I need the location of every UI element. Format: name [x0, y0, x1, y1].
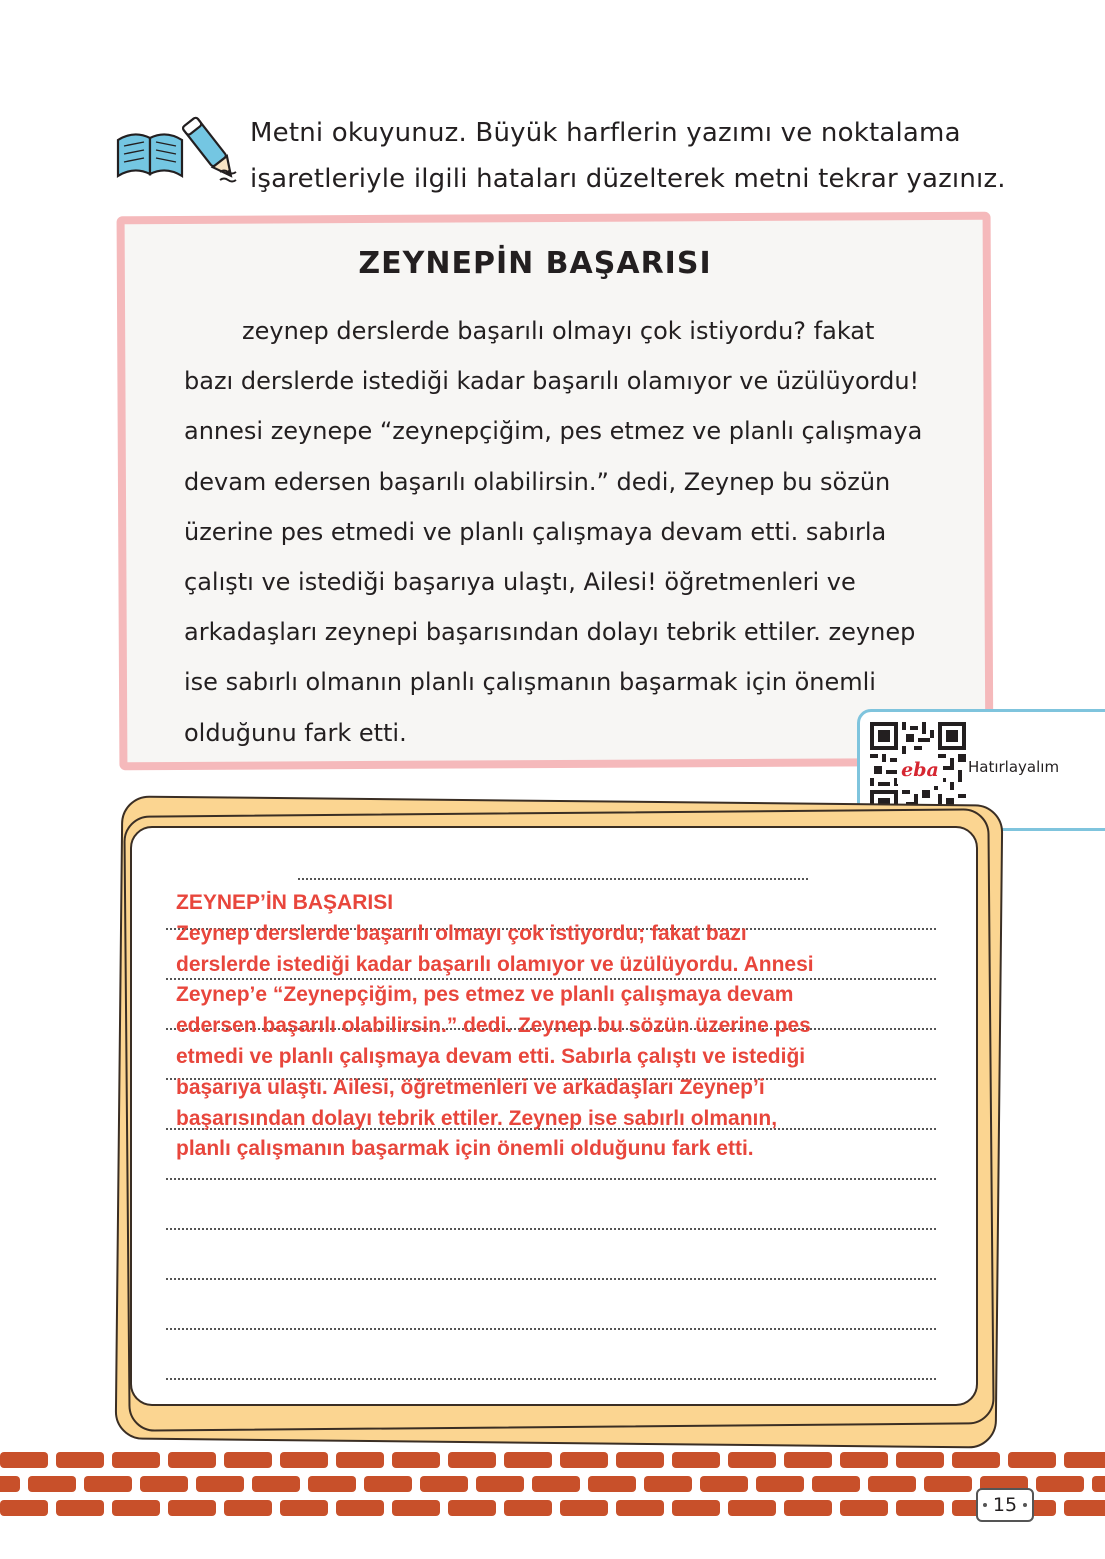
brick: [728, 1500, 776, 1516]
answer-title: ZEYNEP’İN BAŞARISI: [176, 891, 394, 914]
write-line: [166, 1178, 936, 1180]
story-line: annesi zeynepe “zeynepçiğim, pes etmez ve planlı çalışmaya: [184, 417, 923, 446]
brick: [56, 1452, 104, 1468]
brick: [448, 1500, 496, 1516]
brick: [0, 1500, 48, 1516]
brick: [84, 1476, 132, 1492]
answer-line: Zeynep’e “Zeynepçiğim, pes etmez ve planlı çalışmaya devam: [176, 983, 794, 1007]
brick: [308, 1476, 356, 1492]
brick: [728, 1452, 776, 1468]
brick-border: [0, 1452, 1105, 1522]
qr-label[interactable]: Hatırlayalım: [968, 758, 1060, 776]
brick: [364, 1476, 412, 1492]
brick: [1092, 1476, 1105, 1492]
brick: [1008, 1452, 1056, 1468]
brick: [56, 1500, 104, 1516]
write-line: [166, 1378, 936, 1380]
write-line: [166, 1228, 936, 1230]
brick: [812, 1476, 860, 1492]
eba-logo: eba: [897, 758, 943, 784]
brick: [504, 1452, 552, 1468]
story-text: [184, 306, 984, 758]
brick: [840, 1452, 888, 1468]
story-title: ZEYNEPİN BAŞARISI: [358, 246, 712, 281]
brick: [924, 1476, 972, 1492]
brick: [420, 1476, 468, 1492]
page-number: 15: [976, 1488, 1034, 1522]
brick: [840, 1500, 888, 1516]
brick: [224, 1500, 272, 1516]
brick: [392, 1500, 440, 1516]
brick: [280, 1500, 328, 1516]
brick: [616, 1452, 664, 1468]
brick: [28, 1476, 76, 1492]
answer-line: planlı çalışmanın başarmak için önemli olduğunu fark etti.: [176, 1137, 754, 1161]
brick: [1064, 1452, 1105, 1468]
brick: [756, 1476, 804, 1492]
brick: [504, 1500, 552, 1516]
brick: [0, 1452, 48, 1468]
story-line: ise sabırlı olmanın planlı çalışmanın başarmak için önemli: [184, 668, 876, 697]
brick: [280, 1452, 328, 1468]
brick: [0, 1476, 20, 1492]
answer-line: başarısından dolayı tebrik ettiler. Zeynep ise sabırlı olmanın,: [176, 1106, 778, 1130]
brick: [168, 1500, 216, 1516]
brick: [616, 1500, 664, 1516]
brick: [336, 1452, 384, 1468]
write-line: [166, 1328, 936, 1330]
brick: [476, 1476, 524, 1492]
title-write-line: [298, 878, 808, 880]
brick: [1064, 1500, 1105, 1516]
brick: [532, 1476, 580, 1492]
story-line: üzerine pes etmedi ve planlı çalışmaya devam etti. sabırla: [184, 517, 887, 546]
instruction-line: Metni okuyunuz. Büyük harflerin yazımı ve noktalama: [250, 118, 961, 148]
brick: [1036, 1476, 1084, 1492]
story-line: zeynep derslerde başarılı olmayı çok istiyordu? fakat: [242, 317, 875, 345]
story-line: çalıştı ve istediği başarıya ulaştı, Ailesi! öğretmenleri ve: [184, 568, 856, 597]
brick: [140, 1476, 188, 1492]
story-line: devam edersen başarılı olabilirsin.” dedi, Zeynep bu sözün: [184, 467, 891, 496]
story-line: arkadaşları zeynepi başarısından dolayı tebrik ettiler. zeynep: [184, 618, 916, 647]
brick: [560, 1452, 608, 1468]
brick: [112, 1500, 160, 1516]
brick: [784, 1500, 832, 1516]
brick: [672, 1452, 720, 1468]
brick: [448, 1452, 496, 1468]
brick: [868, 1476, 916, 1492]
brick: [112, 1452, 160, 1468]
answer-line: edersen başarılı olabilirsin.” dedi. Zeynep bu sözün üzerine pes: [176, 1014, 811, 1038]
brick: [252, 1476, 300, 1492]
instruction-text: [250, 110, 1090, 202]
brick: [784, 1452, 832, 1468]
write-line: [166, 1278, 936, 1280]
answer-line: Zeynep derslerde başarılı olmayı çok istiyordu; fakat bazı: [176, 921, 747, 945]
brick: [588, 1476, 636, 1492]
brick: [700, 1476, 748, 1492]
book-and-pencil-icon: [112, 110, 242, 190]
brick: [196, 1476, 244, 1492]
brick: [560, 1500, 608, 1516]
answer-line: derslerde istediği kadar başarılı olamıyor ve üzülüyordu. Annesi: [176, 952, 814, 976]
instruction-line: işaretleriyle ilgili hataları düzelterek metni tekrar yazınız.: [250, 164, 1006, 194]
brick: [336, 1500, 384, 1516]
brick: [168, 1452, 216, 1468]
brick: [392, 1452, 440, 1468]
brick: [644, 1476, 692, 1492]
brick: [952, 1452, 1000, 1468]
brick: [224, 1452, 272, 1468]
brick: [672, 1500, 720, 1516]
brick: [896, 1452, 944, 1468]
story-line: olduğunu fark etti.: [184, 718, 407, 747]
answer-line: etmedi ve planlı çalışmaya devam etti. Sabırla çalıştı ve istediği: [176, 1044, 806, 1068]
brick: [896, 1500, 944, 1516]
story-line: bazı derslerde istediği kadar başarılı olamıyor ve üzülüyordu!: [184, 367, 920, 396]
answer-line: başarıya ulaştı. Ailesi, öğretmenleri ve arkadaşları Zeynep’i: [176, 1075, 765, 1099]
answer-text: [176, 888, 966, 1165]
